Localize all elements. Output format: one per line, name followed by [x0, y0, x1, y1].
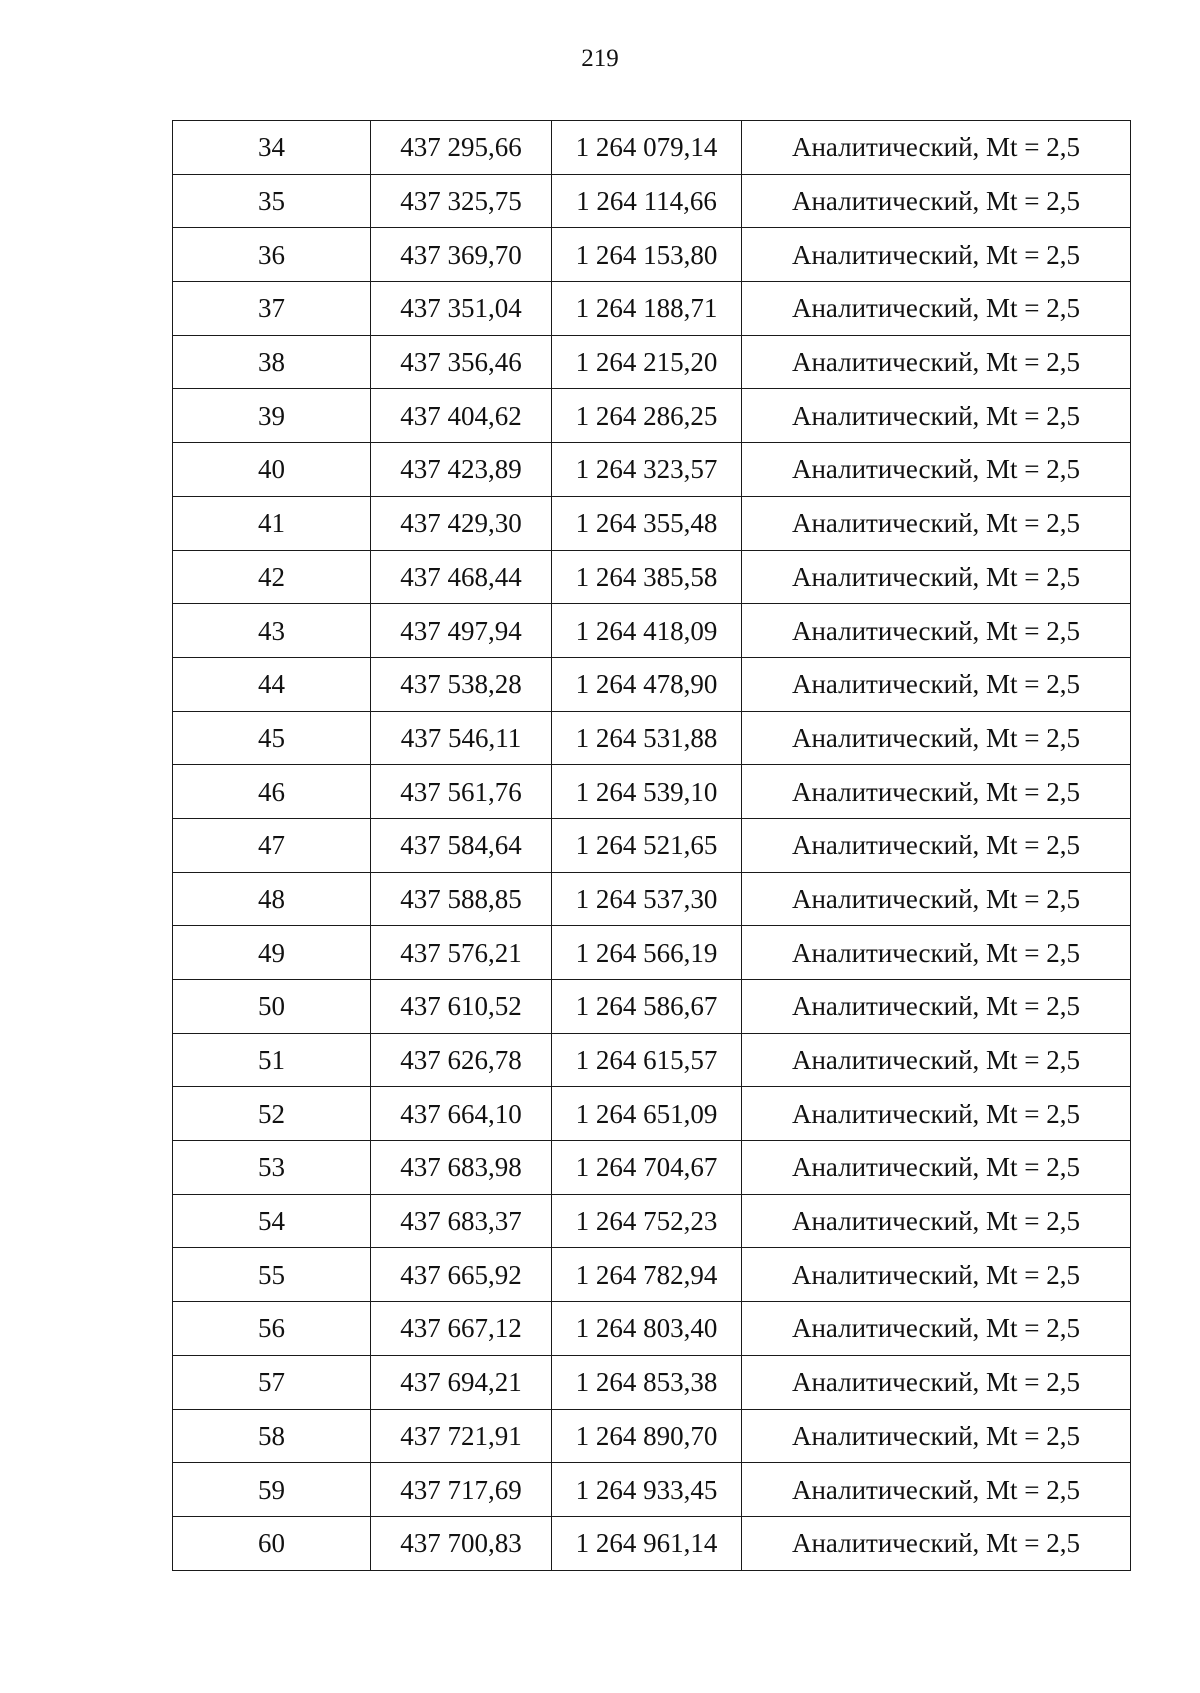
- y-coordinate-cell: 1 264 539,10: [552, 765, 742, 819]
- x-coordinate-cell: 437 429,30: [371, 496, 552, 550]
- method-cell: Аналитический, Mt = 2,5: [742, 1033, 1131, 1087]
- table-row: [173, 926, 1131, 980]
- x-coordinate-cell: 437 423,89: [371, 443, 552, 497]
- x-coordinate-cell: 437 356,46: [371, 335, 552, 389]
- point-number-cell: 43: [173, 604, 371, 658]
- x-coordinate-cell: 437 325,75: [371, 174, 552, 228]
- y-coordinate-cell: 1 264 704,67: [552, 1141, 742, 1195]
- table-row: [173, 1463, 1131, 1517]
- x-coordinate-cell: 437 588,85: [371, 872, 552, 926]
- y-coordinate-cell: 1 264 385,58: [552, 550, 742, 604]
- method-cell: Аналитический, Mt = 2,5: [742, 443, 1131, 497]
- x-coordinate-cell: 437 546,11: [371, 711, 552, 765]
- method-cell: Аналитический, Mt = 2,5: [742, 1516, 1131, 1570]
- point-number-cell: 50: [173, 980, 371, 1034]
- y-coordinate-cell: 1 264 782,94: [552, 1248, 742, 1302]
- x-coordinate-cell: 437 717,69: [371, 1463, 552, 1517]
- method-cell: Аналитический, Mt = 2,5: [742, 121, 1131, 175]
- table-row: [173, 657, 1131, 711]
- point-number-cell: 38: [173, 335, 371, 389]
- y-coordinate-cell: 1 264 651,09: [552, 1087, 742, 1141]
- y-coordinate-cell: 1 264 418,09: [552, 604, 742, 658]
- method-cell: Аналитический, Mt = 2,5: [742, 228, 1131, 282]
- y-coordinate-cell: 1 264 531,88: [552, 711, 742, 765]
- point-number-cell: 55: [173, 1248, 371, 1302]
- x-coordinate-cell: 437 683,98: [371, 1141, 552, 1195]
- x-coordinate-cell: 437 369,70: [371, 228, 552, 282]
- method-cell: Аналитический, Mt = 2,5: [742, 1302, 1131, 1356]
- point-number-cell: 60: [173, 1516, 371, 1570]
- method-cell: Аналитический, Mt = 2,5: [742, 980, 1131, 1034]
- y-coordinate-cell: 1 264 933,45: [552, 1463, 742, 1517]
- y-coordinate-cell: 1 264 537,30: [552, 872, 742, 926]
- method-cell: Аналитический, Mt = 2,5: [742, 1463, 1131, 1517]
- table-row: [173, 282, 1131, 336]
- table-row: [173, 1194, 1131, 1248]
- x-coordinate-cell: 437 700,83: [371, 1516, 552, 1570]
- y-coordinate-cell: 1 264 478,90: [552, 657, 742, 711]
- point-number-cell: 59: [173, 1463, 371, 1517]
- point-number-cell: 44: [173, 657, 371, 711]
- method-cell: Аналитический, Mt = 2,5: [742, 1141, 1131, 1195]
- table-row: [173, 496, 1131, 550]
- table-row: [173, 1302, 1131, 1356]
- table-row: [173, 604, 1131, 658]
- point-number-cell: 37: [173, 282, 371, 336]
- point-number-cell: 57: [173, 1355, 371, 1409]
- point-number-cell: 48: [173, 872, 371, 926]
- y-coordinate-cell: 1 264 566,19: [552, 926, 742, 980]
- x-coordinate-cell: 437 664,10: [371, 1087, 552, 1141]
- method-cell: Аналитический, Mt = 2,5: [742, 174, 1131, 228]
- x-coordinate-cell: 437 694,21: [371, 1355, 552, 1409]
- table-row: [173, 1033, 1131, 1087]
- method-cell: Аналитический, Mt = 2,5: [742, 1248, 1131, 1302]
- table-row: [173, 335, 1131, 389]
- point-number-cell: 47: [173, 818, 371, 872]
- x-coordinate-cell: 437 721,91: [371, 1409, 552, 1463]
- table-row: [173, 550, 1131, 604]
- y-coordinate-cell: 1 264 114,66: [552, 174, 742, 228]
- table-row: [173, 1087, 1131, 1141]
- point-number-cell: 58: [173, 1409, 371, 1463]
- table-row: [173, 1355, 1131, 1409]
- x-coordinate-cell: 437 351,04: [371, 282, 552, 336]
- point-number-cell: 40: [173, 443, 371, 497]
- x-coordinate-cell: 437 538,28: [371, 657, 552, 711]
- point-number-cell: 52: [173, 1087, 371, 1141]
- y-coordinate-cell: 1 264 521,65: [552, 818, 742, 872]
- y-coordinate-cell: 1 264 188,71: [552, 282, 742, 336]
- point-number-cell: 46: [173, 765, 371, 819]
- table-row: [173, 711, 1131, 765]
- y-coordinate-cell: 1 264 323,57: [552, 443, 742, 497]
- x-coordinate-cell: 437 667,12: [371, 1302, 552, 1356]
- x-coordinate-cell: 437 576,21: [371, 926, 552, 980]
- table-row: [173, 1409, 1131, 1463]
- point-number-cell: 53: [173, 1141, 371, 1195]
- table-row: [173, 228, 1131, 282]
- y-coordinate-cell: 1 264 586,67: [552, 980, 742, 1034]
- point-number-cell: 54: [173, 1194, 371, 1248]
- method-cell: Аналитический, Mt = 2,5: [742, 496, 1131, 550]
- table-row: [173, 765, 1131, 819]
- method-cell: Аналитический, Mt = 2,5: [742, 550, 1131, 604]
- coordinates-table-body: [173, 121, 1131, 1571]
- x-coordinate-cell: 437 468,44: [371, 550, 552, 604]
- method-cell: Аналитический, Mt = 2,5: [742, 872, 1131, 926]
- y-coordinate-cell: 1 264 153,80: [552, 228, 742, 282]
- y-coordinate-cell: 1 264 961,14: [552, 1516, 742, 1570]
- table-row: [173, 389, 1131, 443]
- point-number-cell: 45: [173, 711, 371, 765]
- point-number-cell: 56: [173, 1302, 371, 1356]
- table-row: [173, 443, 1131, 497]
- y-coordinate-cell: 1 264 752,23: [552, 1194, 742, 1248]
- table-row: [173, 980, 1131, 1034]
- y-coordinate-cell: 1 264 079,14: [552, 121, 742, 175]
- table-row: [173, 1516, 1131, 1570]
- x-coordinate-cell: 437 584,64: [371, 818, 552, 872]
- method-cell: Аналитический, Mt = 2,5: [742, 657, 1131, 711]
- x-coordinate-cell: 437 497,94: [371, 604, 552, 658]
- method-cell: Аналитический, Mt = 2,5: [742, 1194, 1131, 1248]
- method-cell: Аналитический, Mt = 2,5: [742, 335, 1131, 389]
- x-coordinate-cell: 437 665,92: [371, 1248, 552, 1302]
- method-cell: Аналитический, Mt = 2,5: [742, 389, 1131, 443]
- x-coordinate-cell: 437 610,52: [371, 980, 552, 1034]
- method-cell: Аналитический, Mt = 2,5: [742, 765, 1131, 819]
- table-row: [173, 1141, 1131, 1195]
- method-cell: Аналитический, Mt = 2,5: [742, 604, 1131, 658]
- method-cell: Аналитический, Mt = 2,5: [742, 711, 1131, 765]
- table-row: [173, 818, 1131, 872]
- page-number: 219: [581, 45, 619, 72]
- x-coordinate-cell: 437 404,62: [371, 389, 552, 443]
- table-row: [173, 174, 1131, 228]
- x-coordinate-cell: 437 295,66: [371, 121, 552, 175]
- y-coordinate-cell: 1 264 853,38: [552, 1355, 742, 1409]
- y-coordinate-cell: 1 264 215,20: [552, 335, 742, 389]
- method-cell: Аналитический, Mt = 2,5: [742, 1409, 1131, 1463]
- x-coordinate-cell: 437 626,78: [371, 1033, 552, 1087]
- point-number-cell: 39: [173, 389, 371, 443]
- point-number-cell: 42: [173, 550, 371, 604]
- table-row: [173, 121, 1131, 175]
- method-cell: Аналитический, Mt = 2,5: [742, 818, 1131, 872]
- method-cell: Аналитический, Mt = 2,5: [742, 282, 1131, 336]
- y-coordinate-cell: 1 264 286,25: [552, 389, 742, 443]
- y-coordinate-cell: 1 264 803,40: [552, 1302, 742, 1356]
- point-number-cell: 51: [173, 1033, 371, 1087]
- method-cell: Аналитический, Mt = 2,5: [742, 1087, 1131, 1141]
- y-coordinate-cell: 1 264 615,57: [552, 1033, 742, 1087]
- x-coordinate-cell: 437 561,76: [371, 765, 552, 819]
- coordinates-table: [172, 120, 1131, 1571]
- table-row: [173, 1248, 1131, 1302]
- y-coordinate-cell: 1 264 890,70: [552, 1409, 742, 1463]
- point-number-cell: 35: [173, 174, 371, 228]
- point-number-cell: 49: [173, 926, 371, 980]
- x-coordinate-cell: 437 683,37: [371, 1194, 552, 1248]
- point-number-cell: 34: [173, 121, 371, 175]
- table-row: [173, 872, 1131, 926]
- y-coordinate-cell: 1 264 355,48: [552, 496, 742, 550]
- point-number-cell: 36: [173, 228, 371, 282]
- method-cell: Аналитический, Mt = 2,5: [742, 1355, 1131, 1409]
- method-cell: Аналитический, Mt = 2,5: [742, 926, 1131, 980]
- point-number-cell: 41: [173, 496, 371, 550]
